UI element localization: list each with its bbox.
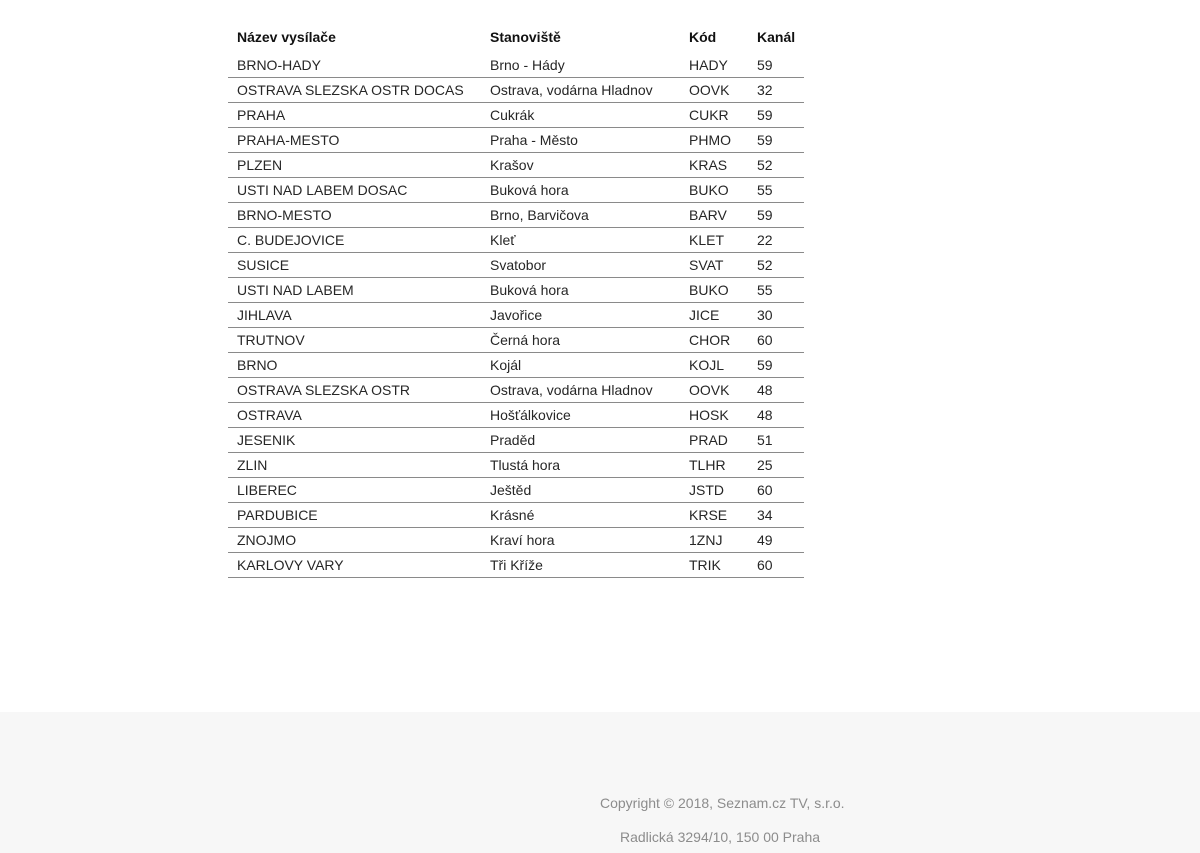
cell-channel: 52 xyxy=(748,253,804,278)
cell-code: JICE xyxy=(680,303,748,328)
table-row xyxy=(228,78,804,103)
table-header-row xyxy=(228,22,804,52)
header-location: Stanoviště xyxy=(490,29,561,45)
cell-channel: 59 xyxy=(748,103,804,128)
table-row xyxy=(228,128,804,153)
table-row xyxy=(228,353,804,378)
cell-code: KOJL xyxy=(680,353,748,378)
copyright-text: Copyright © 2018, Seznam.cz TV, s.r.o. xyxy=(600,795,845,811)
cell-code: HOSK xyxy=(680,403,748,428)
cell-channel: 32 xyxy=(748,78,804,103)
cell-code: PRAD xyxy=(680,428,748,453)
cell-transmitter-name: BRNO xyxy=(228,353,481,378)
cell-location: Svatobor xyxy=(481,253,680,278)
cell-location: Tlustá hora xyxy=(481,453,680,478)
cell-channel: 30 xyxy=(748,303,804,328)
cell-transmitter-name: OSTRAVA xyxy=(228,403,481,428)
cell-channel: 59 xyxy=(748,52,804,78)
cell-transmitter-name: ZLIN xyxy=(228,453,481,478)
table-row xyxy=(228,428,804,453)
cell-code: SVAT xyxy=(680,253,748,278)
cell-transmitter-name: BRNO-MESTO xyxy=(228,203,481,228)
table-row xyxy=(228,228,804,253)
cell-channel: 60 xyxy=(748,328,804,353)
cell-location: Tři Kříže xyxy=(481,553,680,578)
cell-transmitter-name: OSTRAVA SLEZSKA OSTR DOCAS xyxy=(228,78,481,103)
cell-transmitter-name: PRAHA xyxy=(228,103,481,128)
cell-channel: 25 xyxy=(748,453,804,478)
header-transmitter-name: Název vysílače xyxy=(237,29,336,45)
table-body xyxy=(228,52,804,578)
cell-channel: 59 xyxy=(748,353,804,378)
cell-location: Hošťálkovice xyxy=(481,403,680,428)
cell-transmitter-name: C. BUDEJOVICE xyxy=(228,228,481,253)
transmitter-table xyxy=(228,22,804,578)
cell-location: Černá hora xyxy=(481,328,680,353)
cell-transmitter-name: JESENIK xyxy=(228,428,481,453)
cell-channel: 52 xyxy=(748,153,804,178)
cell-transmitter-name: USTI NAD LABEM DOSAC xyxy=(228,178,481,203)
table-row xyxy=(228,528,804,553)
cell-code: TRIK xyxy=(680,553,748,578)
table-row xyxy=(228,378,804,403)
cell-location: Kleť xyxy=(481,228,680,253)
table-row xyxy=(228,303,804,328)
table-row xyxy=(228,203,804,228)
cell-code: KLET xyxy=(680,228,748,253)
cell-code: KRAS xyxy=(680,153,748,178)
cell-channel: 34 xyxy=(748,503,804,528)
cell-channel: 22 xyxy=(748,228,804,253)
cell-code: BUKO xyxy=(680,178,748,203)
cell-location: Brno - Hády xyxy=(481,52,680,78)
cell-location: Ještěd xyxy=(481,478,680,503)
table-row xyxy=(228,328,804,353)
cell-code: HADY xyxy=(680,52,748,78)
cell-transmitter-name: ZNOJMO xyxy=(228,528,481,553)
table-row xyxy=(228,52,804,78)
cell-channel: 55 xyxy=(748,178,804,203)
table-row xyxy=(228,478,804,503)
table-row xyxy=(228,453,804,478)
cell-code: JSTD xyxy=(680,478,748,503)
header-channel: Kanál xyxy=(757,29,796,45)
cell-location: Ostrava, vodárna Hladnov xyxy=(481,378,680,403)
cell-code: CHOR xyxy=(680,328,748,353)
cell-code: KRSE xyxy=(680,503,748,528)
cell-location: Buková hora xyxy=(481,178,680,203)
cell-code: PHMO xyxy=(680,128,748,153)
table-row xyxy=(228,103,804,128)
cell-location: Cukrák xyxy=(481,103,680,128)
cell-channel: 60 xyxy=(748,478,804,503)
table-row xyxy=(228,278,804,303)
cell-location: Javořice xyxy=(481,303,680,328)
cell-channel: 48 xyxy=(748,378,804,403)
cell-code: TLHR xyxy=(680,453,748,478)
table-row xyxy=(228,503,804,528)
cell-location: Kraví hora xyxy=(481,528,680,553)
cell-location: Praděd xyxy=(481,428,680,453)
transmitter-table-container xyxy=(228,22,804,578)
header-code: Kód xyxy=(689,29,717,45)
cell-transmitter-name: BRNO-HADY xyxy=(228,52,481,78)
cell-code: OOVK xyxy=(680,78,748,103)
cell-channel: 51 xyxy=(748,428,804,453)
cell-location: Kojál xyxy=(481,353,680,378)
table-row xyxy=(228,403,804,428)
cell-code: BUKO xyxy=(680,278,748,303)
table-row xyxy=(228,253,804,278)
cell-location: Brno, Barvičova xyxy=(481,203,680,228)
cell-channel: 55 xyxy=(748,278,804,303)
cell-transmitter-name: SUSICE xyxy=(228,253,481,278)
cell-transmitter-name: JIHLAVA xyxy=(228,303,481,328)
table-row xyxy=(228,553,804,578)
cell-code: BARV xyxy=(680,203,748,228)
cell-transmitter-name: PARDUBICE xyxy=(228,503,481,528)
cell-channel: 59 xyxy=(748,203,804,228)
cell-transmitter-name: LIBEREC xyxy=(228,478,481,503)
cell-location: Praha - Město xyxy=(481,128,680,153)
cell-channel: 48 xyxy=(748,403,804,428)
cell-location: Krásné xyxy=(481,503,680,528)
cell-code: OOVK xyxy=(680,378,748,403)
cell-channel: 60 xyxy=(748,553,804,578)
table-row xyxy=(228,178,804,203)
address-text: Radlická 3294/10, 150 00 Praha xyxy=(620,829,821,845)
cell-transmitter-name: KARLOVY VARY xyxy=(228,553,481,578)
footer xyxy=(0,712,1200,853)
cell-channel: 49 xyxy=(748,528,804,553)
cell-transmitter-name: TRUTNOV xyxy=(228,328,481,353)
table-row xyxy=(228,153,804,178)
cell-code: CUKR xyxy=(680,103,748,128)
cell-code: 1ZNJ xyxy=(680,528,748,553)
cell-transmitter-name: PLZEN xyxy=(228,153,481,178)
cell-transmitter-name: USTI NAD LABEM xyxy=(228,278,481,303)
cell-transmitter-name: OSTRAVA SLEZSKA OSTR xyxy=(228,378,481,403)
cell-channel: 59 xyxy=(748,128,804,153)
cell-transmitter-name: PRAHA-MESTO xyxy=(228,128,481,153)
cell-location: Krašov xyxy=(481,153,680,178)
cell-location: Buková hora xyxy=(481,278,680,303)
cell-location: Ostrava, vodárna Hladnov xyxy=(481,78,680,103)
